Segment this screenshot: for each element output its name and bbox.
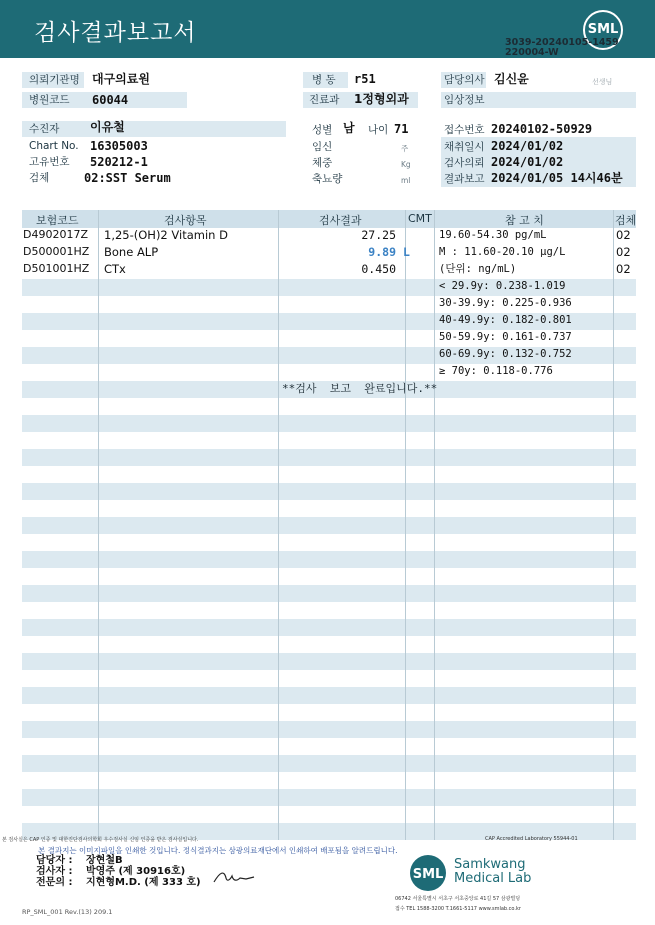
table-row-stripe xyxy=(22,483,636,500)
ward-label: 병 동 xyxy=(312,74,336,86)
table-row-stripe xyxy=(22,721,636,738)
table-row-stripe xyxy=(22,653,636,670)
patient-label: 수진자 xyxy=(29,123,60,135)
clinical-label: 임상정보 xyxy=(444,94,485,106)
staff-name: 박영주 (제 30916호) xyxy=(86,866,186,877)
chart-value: 16305003 xyxy=(90,139,148,153)
patient-bar xyxy=(22,121,286,137)
ref-extra-line: < 29.9y: 0.238-1.019 xyxy=(439,280,566,292)
age-label: 나이 xyxy=(368,124,389,136)
collect-value: 2024/01/02 xyxy=(491,139,564,153)
company-name-line1: Samkwang xyxy=(454,857,526,872)
ref-extra-line: 40-49.9y: 0.182-0.801 xyxy=(439,314,572,326)
doctor-label: 담당의사 xyxy=(444,74,485,86)
report-title: 검사결과보고서 xyxy=(34,20,197,46)
specimen-label: 검체 xyxy=(29,172,50,184)
dept-label: 진료과 xyxy=(309,94,340,106)
staff-specialist xyxy=(36,877,201,888)
company-name-line2: Medical Lab xyxy=(454,871,532,886)
urine-label: 축뇨량 xyxy=(312,173,343,185)
staff-name: 장현철B xyxy=(86,855,123,866)
id-value: 520212-1 xyxy=(90,155,148,169)
company-name xyxy=(454,858,531,886)
ref-extra-line: 30-39.9y: 0.225-0.936 xyxy=(439,297,572,309)
dept-value: 1정형외과 xyxy=(354,92,409,106)
row-2-item: Bone ALP xyxy=(104,245,159,259)
row-3-ref: (단위: ng/mL) xyxy=(439,263,517,275)
staff-manager xyxy=(36,855,123,866)
table-row-stripe xyxy=(22,415,636,432)
header-result: 검사결과 xyxy=(319,214,362,227)
certification-text: 본 검사실은 CAP 인증 및 대한진단검사의학회 우수검사실 신임 인증을 받은 검사실입니다. xyxy=(2,837,199,843)
doctor-value: 김신윤 xyxy=(494,72,529,86)
company-address: 06742 서울특별시 서초구 서초중앙로 41길 57 삼광빌딩 xyxy=(395,896,521,902)
row-1-specimen: 02 xyxy=(616,228,631,242)
header-specimen: 검체 xyxy=(615,214,637,227)
print-warning: 본 결과지는 이미지파일을 인쇄한 것입니다. 정식결과지는 삼광의료재단에서 인쇄하여 배포됨을 알려드립니다. xyxy=(38,846,398,855)
svg-text:SML: SML xyxy=(412,867,444,882)
header-ref: 참 고 치 xyxy=(505,214,544,227)
col-divider xyxy=(278,210,279,840)
urine-unit: ml xyxy=(401,176,411,185)
row-3-result: 0.450 xyxy=(361,262,396,276)
table-row-stripe xyxy=(22,517,636,534)
table-row-stripe xyxy=(22,585,636,602)
report-id-line1: 3039-20240105-1459 xyxy=(505,37,619,48)
sml-lab-logo-icon xyxy=(405,853,451,893)
col-divider xyxy=(613,210,614,840)
col-divider xyxy=(405,210,406,840)
staff-name: 지현형M.D. (제 333 호) xyxy=(86,877,201,888)
staff-role: 검사자 : xyxy=(36,866,73,877)
sml-logo-icon: SML xyxy=(583,10,623,50)
weight-unit: Kg xyxy=(401,160,411,169)
col-divider xyxy=(434,210,435,840)
ref-extra-line: 60-69.9y: 0.132-0.752 xyxy=(439,348,572,360)
row-2-ref: M : 11.60-20.10 μg/L xyxy=(439,246,566,258)
table-row-stripe xyxy=(22,789,636,806)
form-number: RP_SML_001 Rev.(13) 209.1 xyxy=(22,908,113,916)
header-item: 검사항목 xyxy=(164,214,207,227)
header-code: 보험코드 xyxy=(36,214,79,227)
doctor-suffix: 선생님 xyxy=(592,78,613,86)
ward-value: r51 xyxy=(354,72,376,86)
receipt-value: 20240102-50929 xyxy=(491,122,593,136)
row-3-item: CTx xyxy=(104,262,126,276)
report-date-value: 2024/01/05 14시46분 xyxy=(491,171,623,185)
sex-value: 남 xyxy=(343,121,355,135)
receipt-label: 접수번호 xyxy=(444,124,485,136)
request-value: 2024/01/02 xyxy=(491,155,564,169)
company-phone: 접수 TEL 1588-3200 T.1661-5117 www.smlab.co.kr xyxy=(395,906,521,912)
table-row-stripe xyxy=(22,755,636,772)
sex-label: 성별 xyxy=(312,124,333,136)
staff-tester xyxy=(36,866,185,877)
hospital-code-value: 60044 xyxy=(92,93,129,107)
hospital-code-label: 병원코드 xyxy=(29,94,70,106)
report-date-label: 결과보고 xyxy=(444,173,485,185)
table-row-stripe xyxy=(22,687,636,704)
table-row-stripe xyxy=(22,619,636,636)
ref-extra-line: ≥ 70y: 0.118-0.776 xyxy=(439,365,553,377)
col-divider xyxy=(98,210,99,840)
patient-value: 이유철 xyxy=(90,120,125,134)
request-label: 검사의뢰 xyxy=(444,157,485,169)
row-2-flag: L xyxy=(403,245,410,259)
weight-label: 체중 xyxy=(312,157,333,169)
id-label: 고유번호 xyxy=(29,156,70,168)
row-1-ref: 19.60-54.30 pg/mL xyxy=(439,229,547,241)
row-2-code: D500001HZ xyxy=(23,245,90,258)
row-1-item: 1,25-(OH)2 Vitamin D xyxy=(104,228,228,242)
row-2-result: 9.89 xyxy=(368,245,396,259)
report-complete-message: **검사 보고 완료입니다.** xyxy=(282,382,438,395)
row-1-result: 27.25 xyxy=(361,228,396,242)
signature-icon xyxy=(212,868,256,886)
row-1-code: D4902017Z xyxy=(23,228,88,241)
staff-role: 담당자 : xyxy=(36,855,73,866)
ref-extra-line: 50-59.9y: 0.161-0.737 xyxy=(439,331,572,343)
specimen-value: 02:SST Serum xyxy=(84,171,171,185)
report-id-line2: 220004-W xyxy=(505,47,559,58)
hospital-label: 의뢰기관명 xyxy=(29,74,80,86)
row-3-specimen: 02 xyxy=(616,262,631,276)
table-row-stripe xyxy=(22,551,636,568)
hospital-value: 대구의료원 xyxy=(92,72,150,86)
cap-accreditation: CAP Accredited Laboratory 55944-01 xyxy=(485,836,578,842)
table-row-stripe xyxy=(22,449,636,466)
chart-label: Chart No. xyxy=(29,140,79,152)
pregnancy-unit: 주 xyxy=(401,144,409,153)
collect-label: 채취일시 xyxy=(444,141,485,153)
staff-role: 전문의 : xyxy=(36,877,73,888)
pregnancy-label: 임신 xyxy=(312,141,333,153)
header-cmt: CMT xyxy=(408,212,432,225)
row-2-specimen: 02 xyxy=(616,245,631,259)
report-id xyxy=(505,38,619,58)
row-3-code: D501001HZ xyxy=(23,262,90,275)
age-value: 71 xyxy=(394,122,409,136)
